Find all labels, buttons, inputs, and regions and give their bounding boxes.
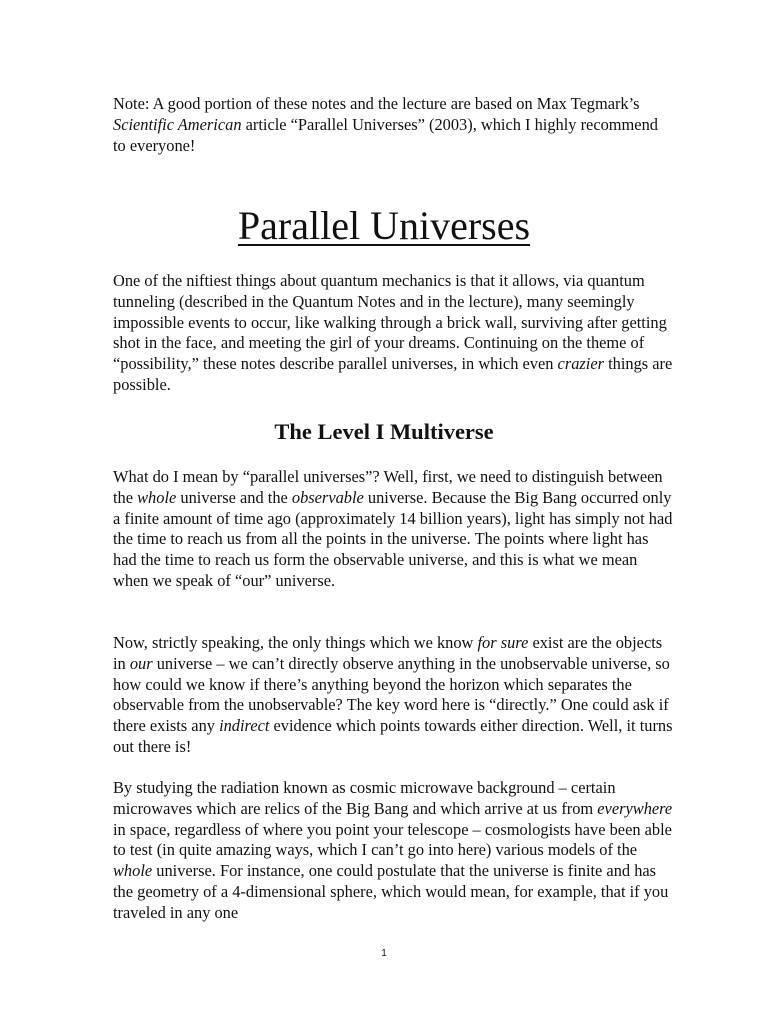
intro-text-end: things are possible.: [113, 354, 673, 394]
emphasis-whole: whole: [113, 861, 153, 881]
paragraph-3: [113, 778, 673, 924]
page-number: 1: [381, 948, 387, 959]
section-heading: The Level I Multiverse: [274, 419, 494, 444]
paragraph-text: What do I mean by “parallel universes”? Well, first, we need to distinguish between the: [113, 467, 663, 507]
intro-emphasis: crazier: [557, 354, 604, 374]
emphasis-our: our: [129, 653, 153, 673]
page-title: Parallel Universes: [237, 203, 531, 248]
intro-text: One of the niftiest things about quantum mechanics is that it allows, via quantum tunneling (described in the Quantum Notes and in the lecture), many seemingly impossible events to occur, like walking through a brick wall, surviving after getting shot in the face, and meeting the girl of your dreams. Continuing on the theme of “possibility,” these notes describe parallel universes, in which even: [113, 271, 667, 374]
paragraph-text: exist are the objects in: [113, 633, 663, 673]
paragraph-1: [113, 467, 673, 592]
paragraph-2: [113, 633, 673, 758]
magazine-title: Scientific American: [113, 114, 242, 134]
paragraph-text: universe. Because the Big Bang occurred only a finite amount of time ago (approximately 14 billion years), light has simply not had the time to reach us from all the points in the universe. The points where light has had the time to reach us form the observable universe, and this is what we mean when we speak of “our” universe.: [113, 487, 673, 590]
emphasis-indirect: indirect: [219, 716, 270, 736]
paragraph-text: universe – we can’t directly observe anything in the unobservable universe, so how could we know if there’s anything beyond the horizon which separates the observable from the unobservable? The key word here is “directly.” One could ask if there exists any: [113, 653, 670, 736]
paragraph-text: evidence which points towards either direction. Well, it turns out there is!: [113, 716, 673, 756]
emphasis-everywhere: everywhere: [597, 798, 673, 818]
emphasis-whole: whole: [137, 487, 177, 507]
paragraph-text: universe. For instance, one could postulate that the universe is finite and has the geometry of a 4-dimensional sphere, which would mean, for example, that if you traveled in any one: [113, 861, 669, 922]
emphasis-for-sure: for sure: [477, 633, 529, 652]
note-paragraph: [113, 94, 673, 156]
paragraph-text: By studying the radiation known as cosmic microwave background – certain microwaves which are relics of the Big Bang and which arrive at us from: [113, 778, 616, 818]
emphasis-observable: observable: [291, 487, 364, 507]
paragraph-text: universe and the: [176, 487, 292, 507]
intro-paragraph: [113, 271, 673, 396]
paragraph-text: in space, regardless of where you point your telescope – cosmologists have been able to test (in quite amazing ways, which I can’t go into here) various models of the: [113, 819, 672, 860]
note-text-end: article “Parallel Universes” (2003), which I highly recommend to everyone!: [113, 114, 658, 155]
note-text: Note: A good portion of these notes and the lecture are based on Max Tegmark’s: [113, 94, 640, 113]
paragraph-text: Now, strictly speaking, the only things which we know: [113, 633, 478, 652]
